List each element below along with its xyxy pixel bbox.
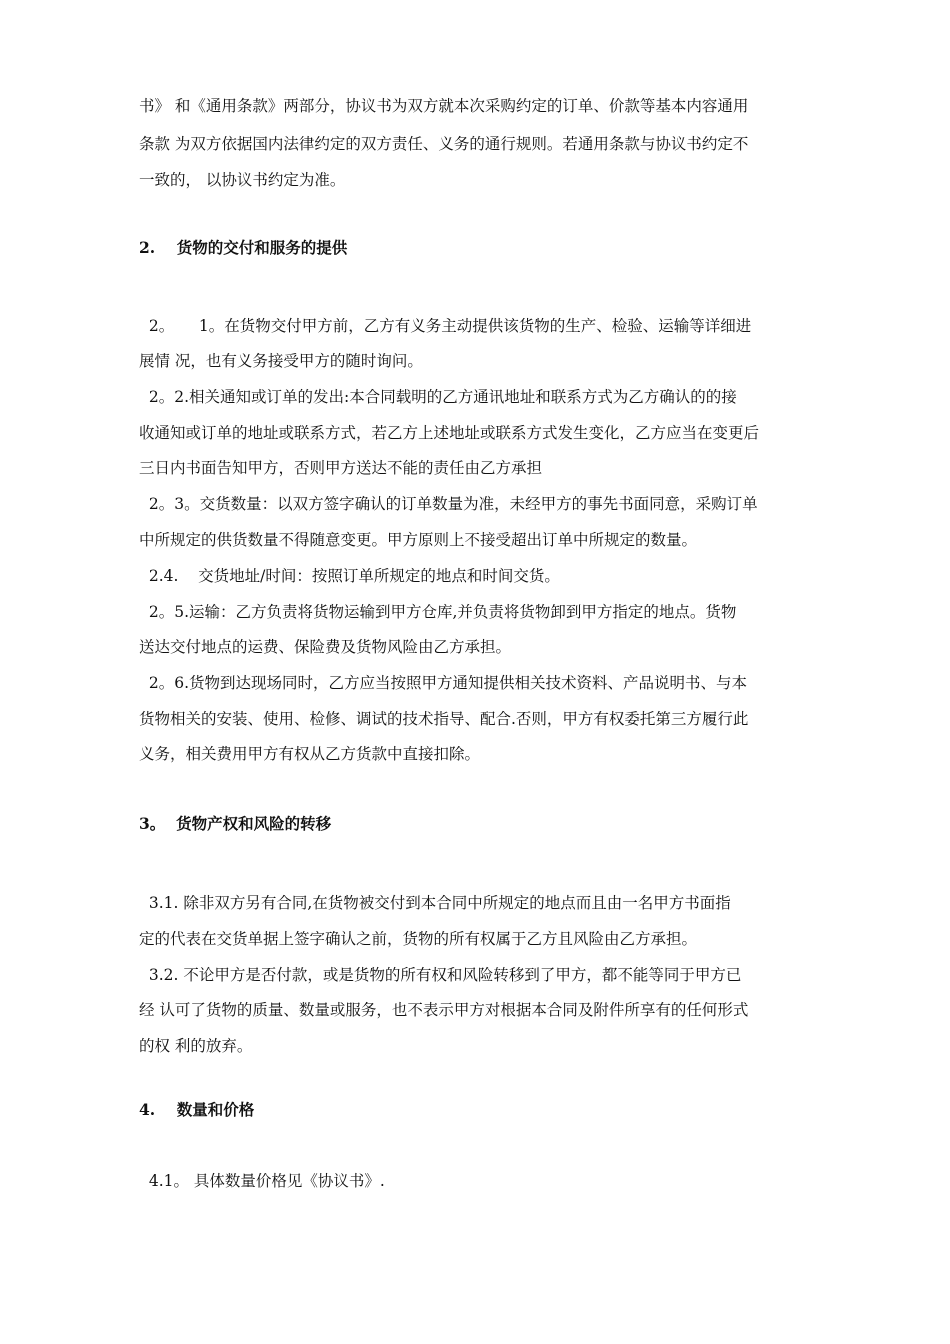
section-2-3-text: 2。3。交货数量：以双方签字确认的订单数量为准，未经甲方的事先书面同意，采购订单 <box>139 495 758 513</box>
section-2-6-text: 货物相关的安装、使用、检修、调试的技术指导、配合.否则，甲方有权委托第三方履行此 <box>139 710 749 728</box>
intro-line: 一致的， 以协议书约定为准。 <box>139 171 346 189</box>
intro-line: 条款 为双方依据国内法律约定的双方责任、义务的通行规则。若通用条款与协议书约定不 <box>139 135 749 153</box>
section-3-heading: 3。 货物产权和风险的转移 <box>139 814 332 833</box>
section-2-1-text: 2。 1。在货物交付甲方前，乙方有义务主动提供该货物的生产、检验、运输等详细进 <box>139 317 752 335</box>
section-2-5-text: 送达交付地点的运费、保险费及货物风险由乙方承担。 <box>139 638 512 656</box>
section-4-heading: 4. 数量和价格 <box>139 1100 255 1119</box>
section-2-6-text: 2。6.货物到达现场同时，乙方应当按照甲方通知提供相关技术资料、产品说明书、与本 <box>139 674 748 692</box>
section-3-1-text: 定的代表在交货单据上签字确认之前，货物的所有权属于乙方且风险由乙方承担。 <box>139 930 698 948</box>
section-3-2-text: 经 认可了货物的质量、数量或服务，也不表示甲方对根据本合同及附件所享有的任何形式 <box>139 1001 749 1019</box>
section-2-heading: 2. 货物的交付和服务的提供 <box>139 238 348 257</box>
intro-line: 书》 和《通用条款》两部分，协议书为双方就本次采购约定的订单、价款等基本内容通用 <box>139 97 749 115</box>
section-2-5-text: 2。5.运输：乙方负责将货物运输到甲方仓库,并负责将货物卸到甲方指定的地点。货物 <box>139 603 737 621</box>
section-4-1-text: 4.1。 具体数量价格见《协议书》. <box>139 1172 385 1190</box>
section-3-1-text: 3.1. 除非双方另有合同,在货物被交付到本合同中所规定的地点而且由一名甲方书面指 <box>139 894 731 912</box>
section-2-6-text: 义务，相关费用甲方有权从乙方货款中直接扣除。 <box>139 745 481 763</box>
section-2-1-text: 展情 况，也有义务接受甲方的随时询问。 <box>139 352 423 370</box>
section-2-3-text: 中所规定的供货数量不得随意变更。甲方原则上不接受超出订单中所规定的数量。 <box>139 531 698 549</box>
section-2-2-text: 2。2.相关通知或订单的发出:本合同载明的乙方通讯地址和联系方式为乙方确认的的接 <box>139 388 737 406</box>
section-2-4-text: 2.4. 交货地址/时间：按照订单所规定的地点和时间交货。 <box>139 567 560 585</box>
section-3-2-text: 的权 利的放弃。 <box>139 1037 253 1055</box>
section-3-2-text: 3.2. 不论甲方是否付款，或是货物的所有权和风险转移到了甲方，都不能等同于甲方已 <box>139 966 742 984</box>
section-2-2-text: 收通知或订单的地址或联系方式，若乙方上述地址或联系方式发生变化，乙方应当在变更后 <box>139 424 760 442</box>
section-2-2-text: 三日内书面告知甲方，否则甲方送达不能的责任由乙方承担 <box>139 459 543 477</box>
